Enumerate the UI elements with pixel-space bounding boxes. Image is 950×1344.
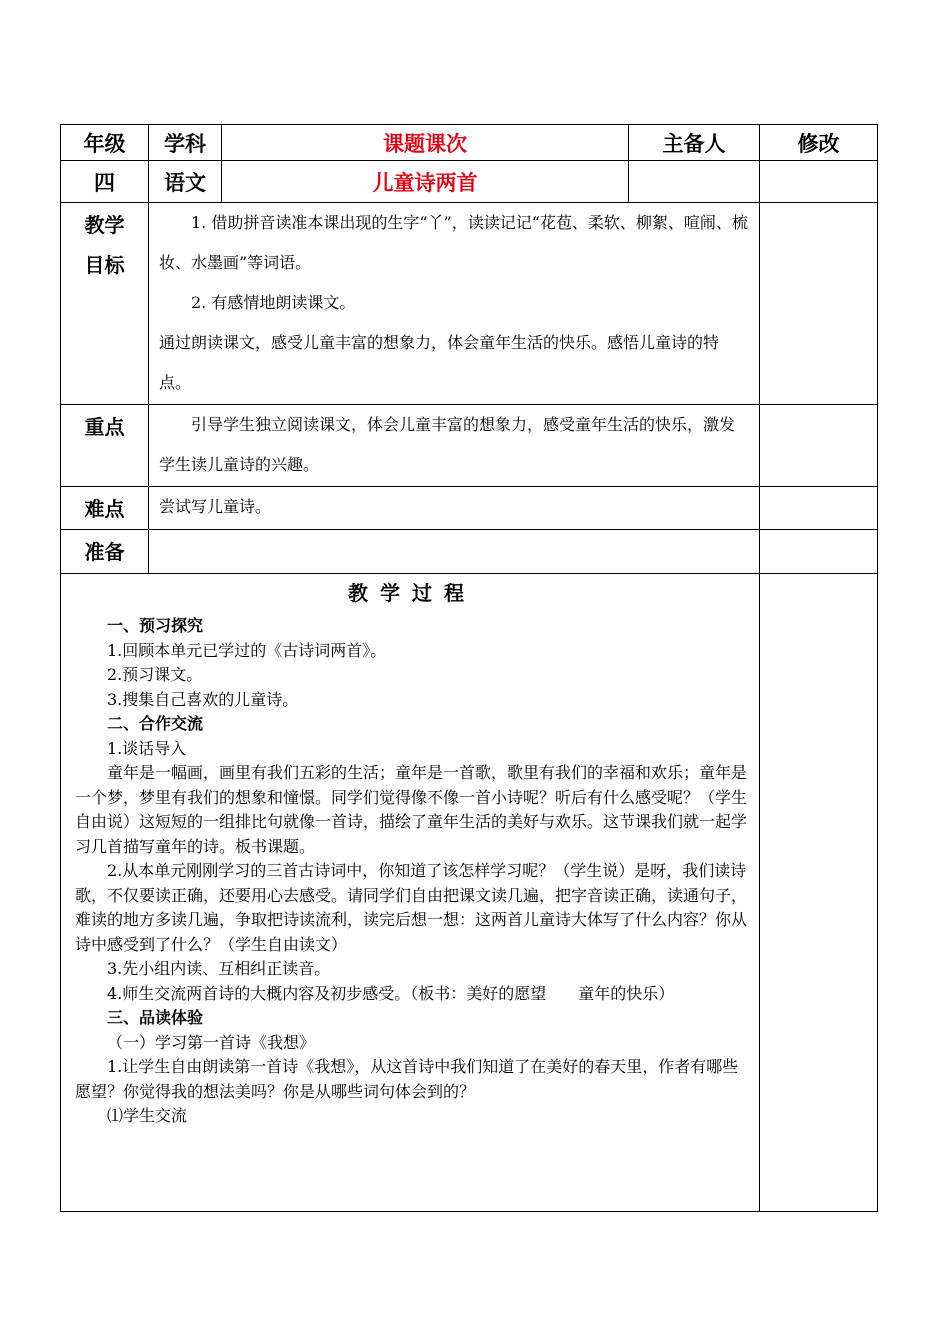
process-content	[61, 574, 760, 1212]
author-header: 主备人	[629, 125, 760, 161]
difficulty-label: 难点	[61, 487, 149, 530]
goal-item-1: 1. 借助拼音读准本课出现的生字“丫”，读读记记“花苞、柔软、柳絮、喧闹、梳妆、水墨画”等词语。	[159, 213, 748, 272]
process-paragraph: 2.预习课文。	[107, 665, 203, 684]
process-paragraph: 1.谈话导入	[107, 738, 187, 758]
goals-revise-cell	[760, 203, 878, 405]
process-section-heading: 一、预习探究	[107, 616, 204, 635]
process-paragraph: 2.从本单元刚刚学习的三首古诗词中，你知道了该怎样学习呢？（学生说）是呀，我们读诗歌，不仅要读正确，还要用心去感受。请同学们自由把课文读几遍，把字音读正确，读通句子，难读的地方多读几遍，争取把诗读流利，读完后想一想：这两首儿童诗大体写了什么内容？你从诗中感受到了什么？（学生自由读文）	[75, 861, 748, 954]
key-point-revise-cell	[760, 405, 878, 487]
process-title: 教学过程	[348, 581, 476, 605]
preparation-revise-cell	[760, 530, 878, 574]
goals-row	[61, 203, 878, 405]
process-section-heading: 二、合作交流	[107, 714, 204, 733]
lesson-plan-table	[60, 124, 878, 1212]
goals-label	[61, 203, 149, 405]
grade-value: 四	[61, 161, 149, 203]
process-paragraph: 4.师生交流两首诗的大概内容及初步感受。（板书：美好的愿望 童年的快乐）	[107, 983, 675, 1003]
goal-item-3: 通过朗读课文，感受儿童丰富的想象力，体会童年生活的快乐。感悟儿童诗的特点。	[159, 333, 720, 392]
process-paragraph: 3.搜集自己喜欢的儿童诗。	[107, 689, 299, 709]
goals-label-line-1: 教学	[84, 213, 125, 237]
revise-value	[760, 161, 878, 203]
subject-header: 学科	[149, 125, 222, 161]
process-paragraph: 3.先小组内读、互相纠正读音。	[107, 959, 331, 978]
process-lines	[75, 614, 749, 1129]
process-revise-cell	[760, 574, 878, 1212]
process-paragraph: 1.回顾本单元已学过的《古诗词两首》。	[107, 640, 387, 660]
grade-header: 年级	[61, 125, 149, 161]
goals-content	[149, 203, 760, 405]
key-point-text: 引导学生独立阅读课文，体会儿童丰富的想象力，感受童年生活的快乐，激发学生读儿童诗的兴趣。	[159, 415, 736, 474]
process-paragraph: 1.让学生自由朗读第一首诗《我想》，从这首诗中我们知道了在美好的春天里，作者有哪些愿望？你觉得我的想法美吗？你是从哪些词句体会到的？	[75, 1057, 739, 1101]
info-row	[61, 161, 878, 203]
process-paragraph: （一）学习第一首诗《我想》	[107, 1032, 316, 1052]
difficulty-text: 尝试写儿童诗。	[159, 497, 272, 516]
process-row	[61, 574, 878, 1212]
header-row	[61, 125, 878, 161]
difficulty-content	[149, 487, 760, 530]
subject-value: 语文	[149, 161, 222, 203]
revise-header: 修改	[760, 125, 878, 161]
preparation-row	[61, 530, 878, 574]
author-value	[629, 161, 760, 203]
process-paragraph: ⑴学生交流	[107, 1106, 188, 1125]
process-section-heading: 三、品读体验	[107, 1008, 204, 1027]
lesson-title: 儿童诗两首	[222, 161, 629, 203]
key-point-row	[61, 405, 878, 487]
difficulty-revise-cell	[760, 487, 878, 530]
goal-item-2: 2. 有感情地朗读课文。	[191, 293, 356, 312]
difficulty-row	[61, 487, 878, 530]
key-point-label: 重点	[61, 405, 149, 487]
preparation-content	[149, 530, 760, 574]
preparation-label: 准备	[61, 530, 149, 574]
key-point-content	[149, 405, 760, 487]
lesson-header: 课题课次	[222, 125, 629, 161]
process-paragraph: 童年是一幅画，画里有我们五彩的生活；童年是一首歌，歌里有我们的幸福和欢乐；童年是一个梦，梦里有我们的想象和憧憬。同学们觉得像不像一首小诗呢？听后有什么感受呢？（学生自由说）这短短的一组排比句就像一首诗，描绘了童年生活的美好与欢乐。这节课我们就一起学习几首描写童年的诗。板书课题。	[75, 763, 748, 856]
goals-label-line-2: 目标	[84, 253, 125, 277]
